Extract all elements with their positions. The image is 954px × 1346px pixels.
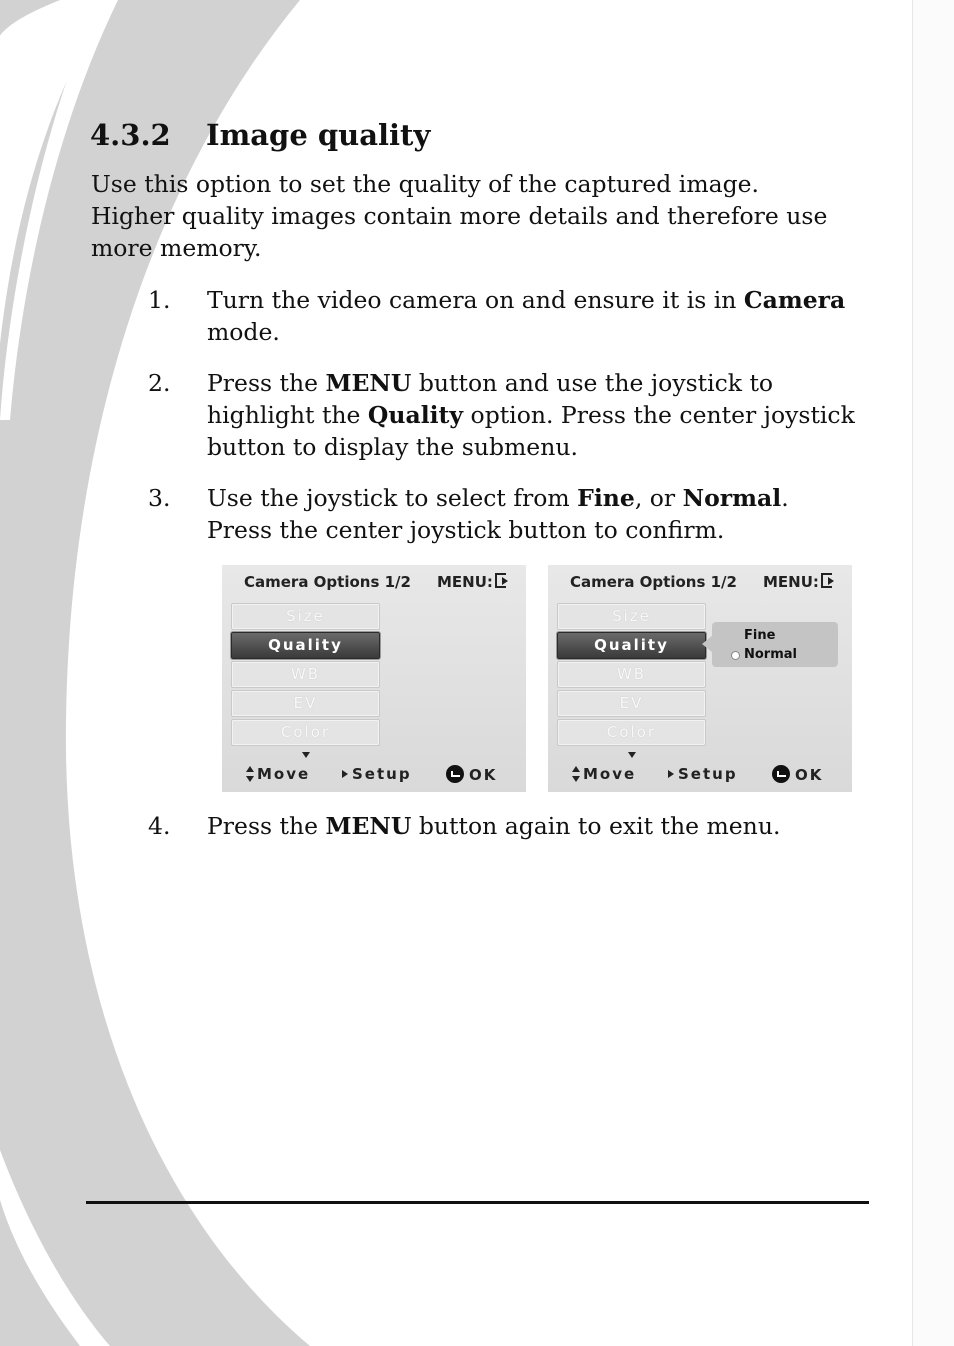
menu-item-wb[interactable]: WB <box>557 661 706 688</box>
exit-icon <box>495 573 506 588</box>
step-text-run: option. Press the center joystick button to display the submenu. <box>207 401 855 461</box>
footer-move-label: Move <box>257 765 311 783</box>
bold-term: MENU <box>325 812 412 840</box>
updown-arrow-icon <box>572 766 580 782</box>
footer-ok-label: OK <box>795 766 824 784</box>
menu-item-ev[interactable]: EV <box>557 690 706 717</box>
menu-hint <box>437 573 506 591</box>
footer-rule <box>86 1201 869 1204</box>
scroll-down-icon <box>628 752 636 758</box>
play-arrow-icon <box>668 770 674 778</box>
bold-term: Camera <box>743 286 846 314</box>
bold-term: Fine <box>577 484 635 512</box>
step-text-run: button again to exit the menu. <box>411 812 781 840</box>
footer-move-label: Move <box>583 765 637 783</box>
step-text <box>207 284 857 348</box>
bold-term: Normal <box>682 484 782 512</box>
play-arrow-icon <box>342 770 348 778</box>
step-number: 1. <box>148 286 171 314</box>
radio-selected-icon <box>731 651 740 660</box>
submenu-option-normal[interactable]: Normal <box>744 647 797 662</box>
menu-hint <box>763 573 832 591</box>
step-text-run: Turn the video camera on and ensure it is in <box>207 286 744 314</box>
step-text-run: Press the <box>207 369 326 397</box>
bold-term: MENU <box>325 369 412 397</box>
screen-title: Camera Options 1/2 <box>244 573 411 591</box>
menu-item-size[interactable]: Size <box>557 603 706 630</box>
menu-item-ev[interactable]: EV <box>231 690 380 717</box>
section-heading <box>90 118 430 152</box>
step-text-run: , or <box>634 484 683 512</box>
footer-setup-label: Setup <box>352 765 412 783</box>
step-text-run: . Press the center joystick button to confirm. <box>207 484 789 544</box>
step-text-run: Use the joystick to select from <box>207 484 578 512</box>
footer-setup-label: Setup <box>678 765 738 783</box>
bold-term: Quality <box>367 401 464 429</box>
step-text <box>207 810 857 842</box>
menu-hint-label: MENU: <box>437 573 493 591</box>
ok-button-icon <box>446 765 464 783</box>
footer-ok <box>446 765 497 784</box>
footer-setup <box>342 765 412 783</box>
camera-menu-screenshot-1 <box>222 565 526 792</box>
submenu-option-fine[interactable]: Fine <box>744 628 776 643</box>
step-number: 2. <box>148 369 171 397</box>
section-number: 4.3.2 <box>90 118 171 152</box>
step-number: 4. <box>148 812 171 840</box>
intro-paragraph: Use this option to set the quality of the captured image. Higher quality images contain more details and therefore use more memory. <box>91 170 828 262</box>
footer-move <box>246 765 310 783</box>
step-text <box>207 367 857 463</box>
camera-menu-screenshot-2 <box>548 565 852 792</box>
menu-item-quality[interactable]: Quality <box>557 632 706 659</box>
scroll-down-icon <box>302 752 310 758</box>
menu-item-color[interactable]: Color <box>231 719 380 746</box>
step-text <box>207 482 857 546</box>
menu-item-color[interactable]: Color <box>557 719 706 746</box>
step-text-run: mode. <box>207 318 280 346</box>
step-text-run: button and use the joystick to highlight the <box>207 369 774 429</box>
updown-arrow-icon <box>246 766 254 782</box>
menu-item-size[interactable]: Size <box>231 603 380 630</box>
menu-hint-label: MENU: <box>763 573 819 591</box>
step-text-run: Press the <box>207 812 326 840</box>
screen-title: Camera Options 1/2 <box>570 573 737 591</box>
footer-ok <box>772 765 823 784</box>
menu-item-wb[interactable]: WB <box>231 661 380 688</box>
ok-button-icon <box>772 765 790 783</box>
step-number: 3. <box>148 484 171 512</box>
footer-ok-label: OK <box>469 766 498 784</box>
footer-setup <box>668 765 738 783</box>
exit-icon <box>821 573 832 588</box>
section-title: Image quality <box>206 118 431 152</box>
menu-item-quality[interactable]: Quality <box>231 632 380 659</box>
footer-move <box>572 765 636 783</box>
